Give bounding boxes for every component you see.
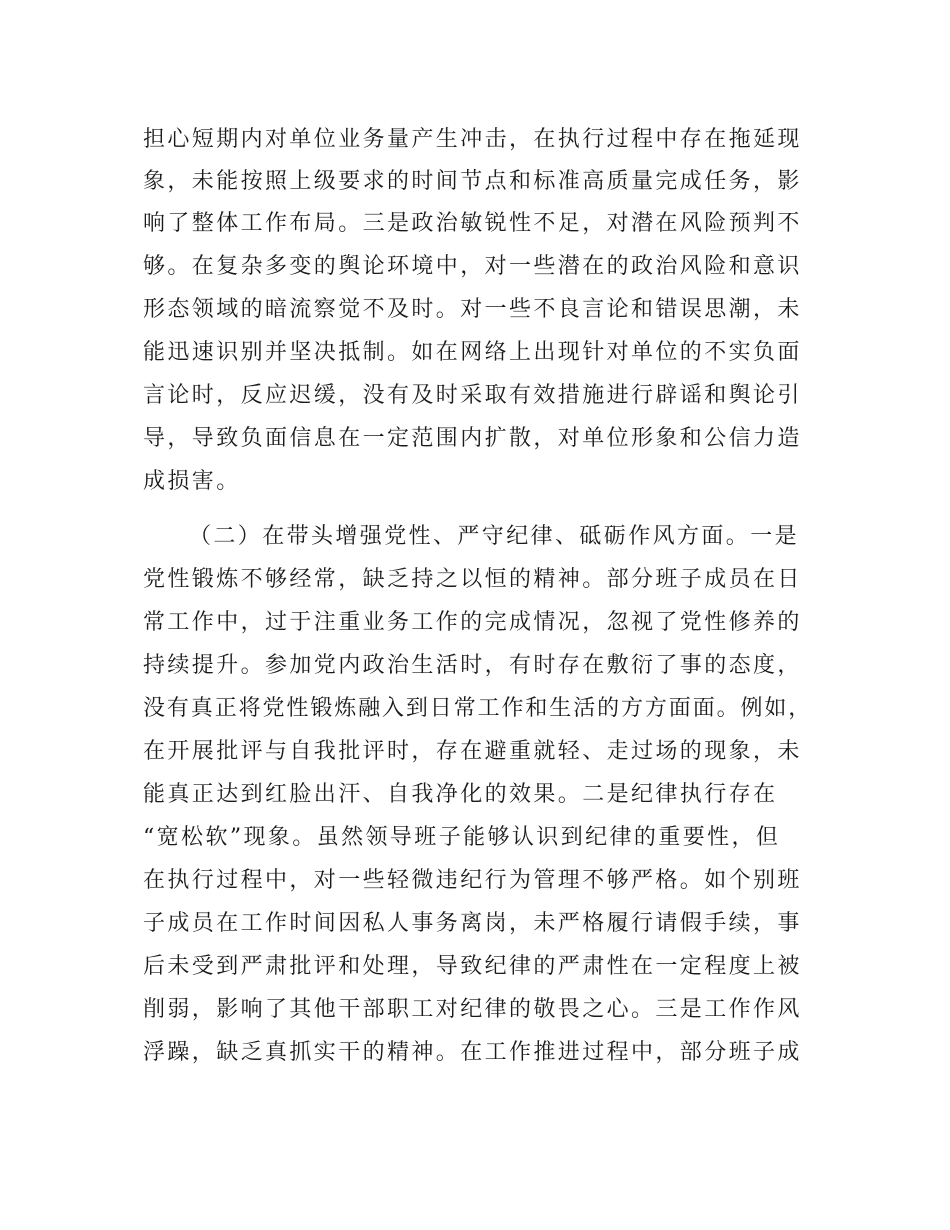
- paragraph2-line-5: 没有真正将党性锻炼融入到日常工作和生活的方方面面。例如，: [143, 696, 813, 721]
- paragraph1-line-7: 言论时，反应迟缓，没有及时采取有效措施进行辟谣和舆论引: [143, 383, 802, 408]
- paragraph2-line-2: 党性锻炼不够经常，缺乏持之以恒的精神。部分班子成员在日: [143, 567, 802, 592]
- paragraph1-line-1: 担心短期内对单位业务量产生冲击，在执行过程中存在拖延现: [143, 127, 802, 152]
- paragraph2-line-11: 后未受到严肃批评和处理，导致纪律的严肃性在一定程度上被: [143, 954, 802, 979]
- paragraph2-line-6: 在开展批评与自我批评时，存在避重就轻、走过场的现象，未: [143, 739, 802, 764]
- paragraph2-line-4: 持续提升。参加党内政治生活时，有时存在敷衍了事的态度，: [143, 653, 802, 678]
- paragraph2-line-1: （二）在带头增强党性、严守纪律、砥砺作风方面。一是: [189, 524, 800, 549]
- paragraph1-line-4: 够。在复杂多变的舆论环境中，对一些潜在的政治风险和意识: [143, 254, 802, 279]
- paragraph1-line-2: 象，未能按照上级要求的时间节点和标准高质量完成任务，影: [143, 169, 802, 194]
- paragraph1-line-6: 能迅速识别并坚决抵制。如在网络上出现针对单位的不实负面: [143, 340, 802, 365]
- paragraph1-line-8: 导，导致负面信息在一定范围内扩散，对单位形象和公信力造: [143, 426, 802, 451]
- paragraph2-line-9: 在执行过程中，对一些轻微违纪行为管理不够严格。如个别班: [143, 868, 802, 893]
- paragraph2-line-7: 能真正达到红脸出汗、自我净化的效果。二是纪律执行存在: [143, 782, 778, 807]
- paragraph2-line-3: 常工作中，过于注重业务工作的完成情况，忽视了党性修养的: [143, 610, 802, 635]
- paragraph2-line-10: 子成员在工作时间因私人事务离岗，未严格履行请假手续，事: [143, 911, 802, 936]
- paragraph2-line-12: 削弱，影响了其他干部职工对纪律的敬畏之心。三是工作作风: [143, 997, 802, 1022]
- paragraph2-line-13: 浮躁，缺乏真抓实干的精神。在工作推进过程中，部分班子成: [143, 1040, 802, 1065]
- paragraph1-line-9: 成损害。: [143, 469, 241, 494]
- paragraph1-line-3: 响了整体工作布局。三是政治敏锐性不足，对潜在风险预判不: [143, 211, 802, 236]
- paragraph1-line-5: 形态领域的暗流察觉不及时。对一些不良言论和错误思潮，未: [143, 297, 802, 322]
- paragraph2-line-8: “宽松软”现象。虽然领导班子能够认识到纪律的重要性，但: [143, 825, 781, 850]
